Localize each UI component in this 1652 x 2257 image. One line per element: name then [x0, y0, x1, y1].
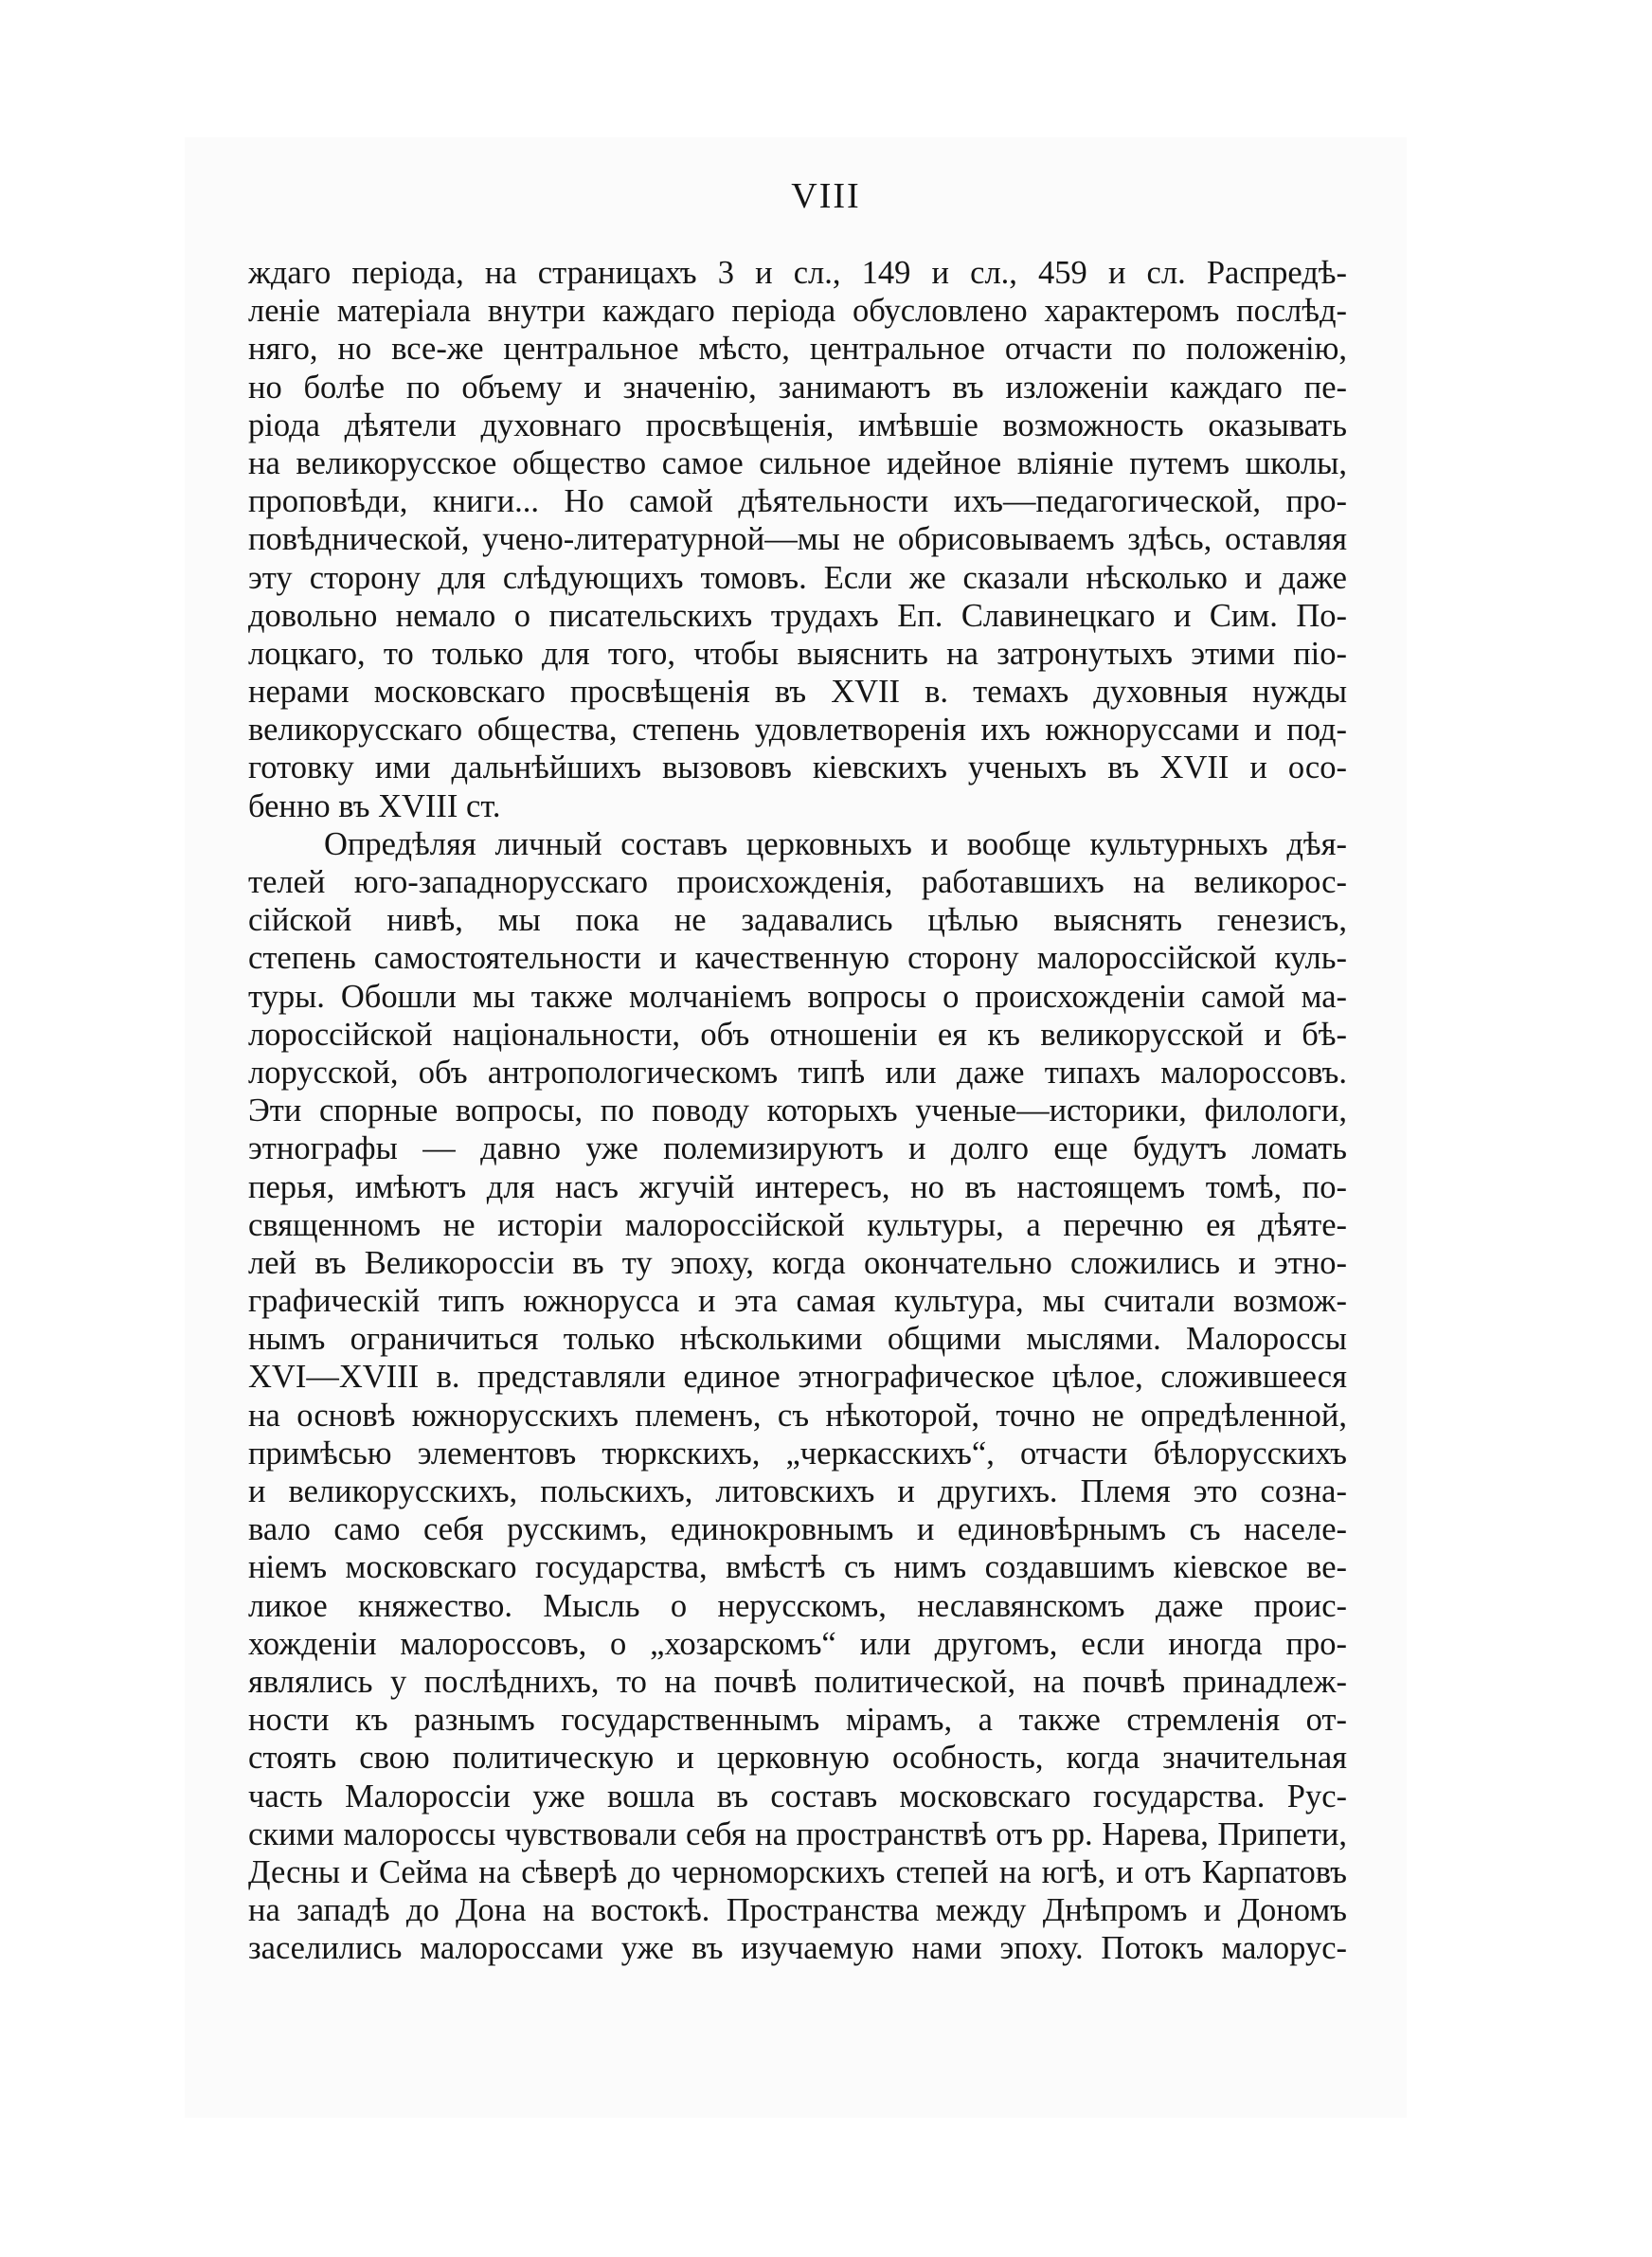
text-line: проповѣди, книги... Но самой дѣятельности ихъ—педагогической, про- [248, 483, 1347, 520]
text-line: бенно въ XVIII ст. [248, 787, 501, 824]
text-line: вало само себя русскимъ, единокровнымъ и единовѣрнымъ съ населе- [248, 1511, 1347, 1548]
text-line: довольно немало о писательскихъ трудахъ Еп. Славинецкаго и Сим. По- [248, 597, 1347, 634]
text-line: степень самостоятельности и качественную сторону малороссійской куль- [248, 940, 1347, 977]
text-line: хожденіи малороссовъ, о „хозарскомъ“ или другомъ, если иногда про- [248, 1625, 1347, 1662]
text-line: няго, но все-же центральное мѣсто, центральное отчасти по положенію, [248, 331, 1347, 368]
text-line: Эти спорные вопросы, по поводу которыхъ ученые—историки, филологи, [248, 1092, 1347, 1129]
text-line: телей юго-западнорусскаго происхожденія, работавшихъ на великорос- [248, 864, 1347, 900]
text-line: нерами московскаго просвѣщенія въ XVII в. темахъ духовныя нужды [248, 674, 1347, 711]
text-line: на основѣ южнорусскихъ племенъ, съ нѣкоторой, точно не опредѣленной, [248, 1397, 1347, 1434]
text-line: сійской нивѣ, мы пока не задавались цѣлью выяснять генезисъ, [248, 902, 1347, 939]
text-line: являлись у послѣднихъ, то на почвѣ политической, на почвѣ принадлеж- [248, 1663, 1347, 1700]
text-line: скими малороссы чувствовали себя на пространствѣ отъ рр. Нарева, Припети, [248, 1815, 1347, 1852]
page-number: VIII [791, 176, 861, 216]
text-line: Опредѣляя личный составъ церковныхъ и вообще культурныхъ дѣя- [324, 825, 1347, 862]
text-line: лоцкаго, то только для того, чтобы выяснить на затронутыхъ этими піо- [248, 635, 1347, 672]
text-line: но болѣе по объему и значенію, занимаютъ въ изложеніи каждаго пе- [248, 369, 1347, 406]
text-line: Десны и Сейма на сѣверѣ до черноморскихъ степей на югѣ, и отъ Карпатовъ [248, 1853, 1347, 1890]
text-line: часть Малороссіи уже вошла въ составъ московскаго государства. Рус- [248, 1778, 1347, 1815]
text-line: стоять свою политическую и церковную особность, когда значительная [248, 1740, 1347, 1777]
text-line: повѣднической, учено-литературной—мы не обрисовываемъ здѣсь, оставляя [248, 521, 1347, 558]
text-line: ніемъ московскаго государства, вмѣстѣ съ нимъ создавшимъ кіевское ве- [248, 1549, 1347, 1586]
text-line: этнографы — давно уже полемизируютъ и долго еще будутъ ломать [248, 1130, 1347, 1167]
text-line: XVI—XVIII в. представляли единое этнографическое цѣлое, сложившееся [248, 1359, 1347, 1396]
text-line: на великорусское общество самое сильное идейное вліяніе путемъ школы, [248, 444, 1347, 481]
text-line: нымъ ограничиться только нѣсколькими общими мыслями. Малороссы [248, 1321, 1347, 1358]
text-line: эту сторону для слѣдующихъ томовъ. Если же сказали нѣсколько и даже [248, 559, 1347, 596]
paragraph-2 [248, 825, 1347, 1968]
text-line: лей въ Великороссіи въ ту эпоху, когда окончательно сложились и этно- [248, 1244, 1347, 1281]
text-line: заселились малороссами уже въ изучаемую нами эпоху. Потокъ малорус- [248, 1930, 1347, 1967]
text-line: лороссійской національности, объ отношеніи ея къ великорусской и бѣ- [248, 1016, 1347, 1053]
text-line: туры. Обошли мы также молчаніемъ вопросы о происхожденіи самой ма- [248, 978, 1347, 1015]
text-line: на западѣ до Дона на востокѣ. Пространства между Днѣпромъ и Дономъ [248, 1892, 1347, 1929]
text-line: леніе матеріала внутри каждаго періода обусловлено характеромъ послѣд- [248, 293, 1347, 330]
text-line: лорусской, объ антропологическомъ типѣ или даже типахъ малороссовъ. [248, 1054, 1347, 1091]
text-line: священномъ не исторіи малороссійской культуры, а перечню ея дѣяте- [248, 1206, 1347, 1243]
paragraph-1 [248, 254, 1347, 825]
text-line: ріода дѣятели духовнаго просвѣщенія, имѣвшіе возможность оказывать [248, 406, 1347, 443]
text-line: ждаго періода, на страницахъ 3 и сл., 149 и сл., 459 и сл. Распредѣ- [248, 255, 1347, 291]
text-line: примѣсью элементовъ тюркскихъ, „черкасскихъ“, отчасти бѣлорусскихъ [248, 1435, 1347, 1472]
main-text [248, 254, 1347, 1967]
text-line: готовку ими дальнѣйшихъ вызововъ кіевскихъ ученыхъ въ XVII и осо- [248, 749, 1347, 786]
text-line: графическій типъ южнорусса и эта самая культура, мы считали возмож- [248, 1283, 1347, 1320]
text-line: и великорусскихъ, польскихъ, литовскихъ и другихъ. Племя это созна- [248, 1473, 1347, 1509]
text-line: великорусскаго общества, степень удовлетворенія ихъ южнорусcами и под- [248, 712, 1347, 749]
text-line: ликое княжество. Мысль о нерусскомъ, неславянскомъ даже проис- [248, 1587, 1347, 1624]
text-line: перья, имѣютъ для насъ жгучій интересъ, но въ настоящемъ томѣ, по- [248, 1168, 1347, 1205]
text-line: ности къ разнымъ государственнымъ мірамъ, а также стремленія от- [248, 1702, 1347, 1739]
